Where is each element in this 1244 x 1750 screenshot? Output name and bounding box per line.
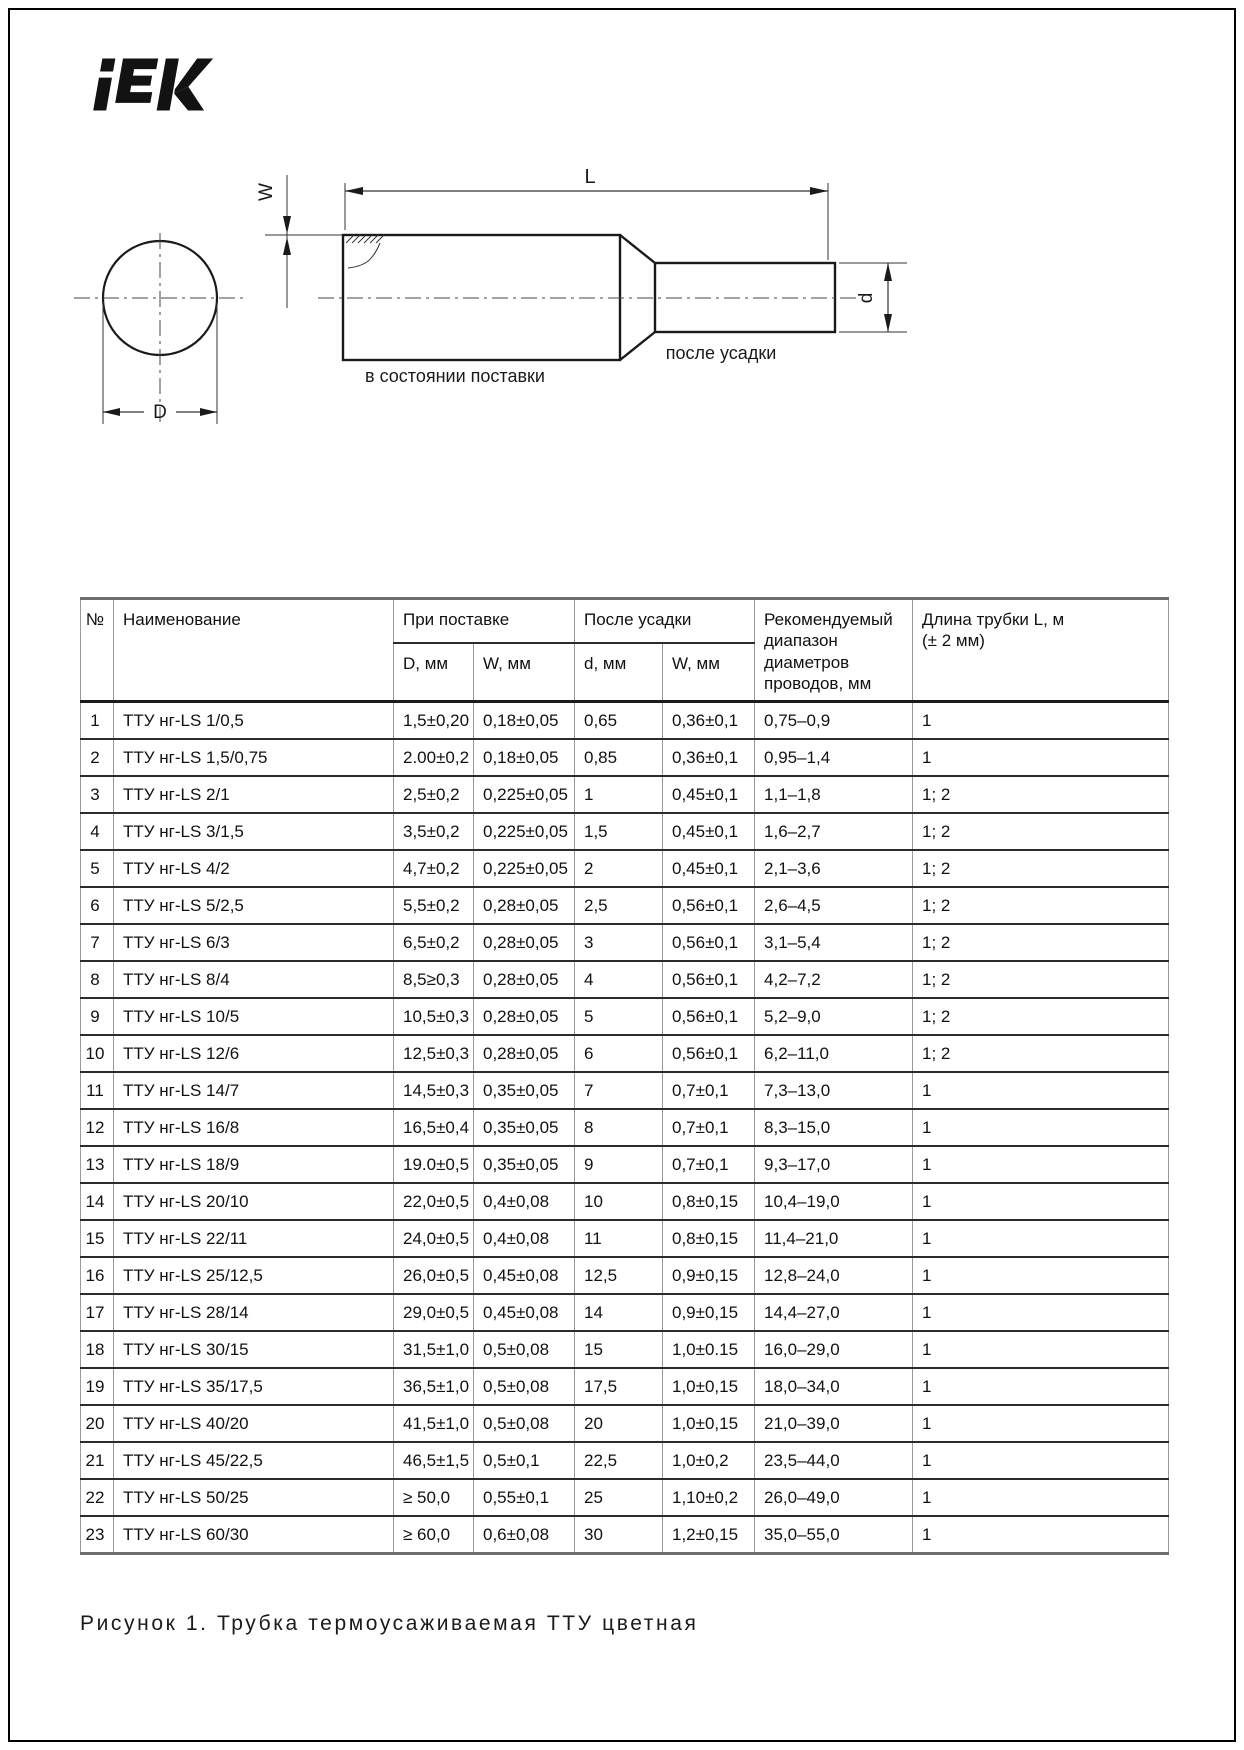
dim-label-D: D xyxy=(153,402,167,423)
cell-delivery-w: 0,55±0,1 xyxy=(474,1479,575,1516)
tube-drawing xyxy=(60,150,920,450)
cell-name: ТТУ нг-LS 60/30 xyxy=(114,1516,394,1554)
cell-delivery-d: 2.00±0,2 xyxy=(394,739,474,776)
cell-length: 1 xyxy=(913,1368,1169,1405)
cell-num: 23 xyxy=(81,1516,114,1554)
cell-range: 7,3–13,0 xyxy=(755,1072,913,1109)
cell-delivery-d: 3,5±0,2 xyxy=(394,813,474,850)
cell-delivery-w: 0,5±0,08 xyxy=(474,1331,575,1368)
cell-range: 1,1–1,8 xyxy=(755,776,913,813)
spec-table-body xyxy=(81,702,1169,1554)
cell-delivery-d: 41,5±1,0 xyxy=(394,1405,474,1442)
header-range-line1: Рекомендуемый xyxy=(764,610,893,629)
cell-num: 10 xyxy=(81,1035,114,1072)
dim-label-W: W xyxy=(256,183,277,201)
cell-delivery-w: 0,28±0,05 xyxy=(474,998,575,1035)
w-arrow-down xyxy=(283,216,291,234)
cell-length: 1; 2 xyxy=(913,924,1169,961)
cell-length: 1 xyxy=(913,1220,1169,1257)
cell-delivery-d: 5,5±0,2 xyxy=(394,887,474,924)
cell-delivery-w: 0,35±0,05 xyxy=(474,1072,575,1109)
cell-name: ТТУ нг-LS 3/1,5 xyxy=(114,813,394,850)
cell-num: 8 xyxy=(81,961,114,998)
cell-range: 12,8–24,0 xyxy=(755,1257,913,1294)
table-row xyxy=(81,1331,1169,1368)
table-row xyxy=(81,1405,1169,1442)
cell-num: 4 xyxy=(81,813,114,850)
cell-length: 1 xyxy=(913,1072,1169,1109)
cell-name: ТТУ нг-LS 10/5 xyxy=(114,998,394,1035)
cell-delivery-d: 16,5±0,4 xyxy=(394,1109,474,1146)
cell-num: 14 xyxy=(81,1183,114,1220)
cell-num: 13 xyxy=(81,1146,114,1183)
cell-range: 10,4–19,0 xyxy=(755,1183,913,1220)
cell-after-d: 2,5 xyxy=(575,887,663,924)
cell-after-w: 0,36±0,1 xyxy=(663,739,755,776)
cell-after-w: 0,56±0,1 xyxy=(663,924,755,961)
table-row xyxy=(81,1368,1169,1405)
cell-after-w: 0,8±0,15 xyxy=(663,1183,755,1220)
cell-length: 1 xyxy=(913,1183,1169,1220)
cell-delivery-d: 8,5≥0,3 xyxy=(394,961,474,998)
cell-name: ТТУ нг-LS 28/14 xyxy=(114,1294,394,1331)
cell-range: 2,1–3,6 xyxy=(755,850,913,887)
spec-table-wrap xyxy=(80,597,1169,1555)
cell-length: 1 xyxy=(913,1146,1169,1183)
cell-range: 9,3–17,0 xyxy=(755,1146,913,1183)
cell-after-w: 1,0±0,2 xyxy=(663,1442,755,1479)
cell-name: ТТУ нг-LS 18/9 xyxy=(114,1146,394,1183)
cell-after-d: 12,5 xyxy=(575,1257,663,1294)
logo-k-stem xyxy=(157,58,179,110)
table-row xyxy=(81,850,1169,887)
d-arrow-left xyxy=(103,408,120,416)
cell-delivery-w: 0,45±0,08 xyxy=(474,1257,575,1294)
cell-range: 23,5–44,0 xyxy=(755,1442,913,1479)
after-shrink-label: после усадки xyxy=(665,343,777,363)
cell-delivery-d: 2,5±0,2 xyxy=(394,776,474,813)
table-row xyxy=(81,1257,1169,1294)
table-row xyxy=(81,1516,1169,1554)
table-row xyxy=(81,998,1169,1035)
cell-delivery-w: 0,18±0,05 xyxy=(474,739,575,776)
cell-range: 21,0–39,0 xyxy=(755,1405,913,1442)
cell-after-d: 9 xyxy=(575,1146,663,1183)
header-delivery-group: При поставке xyxy=(394,599,575,644)
table-row xyxy=(81,1072,1169,1109)
cell-range: 4,2–7,2 xyxy=(755,961,913,998)
cell-delivery-d: 12,5±0,3 xyxy=(394,1035,474,1072)
table-row xyxy=(81,702,1169,740)
cell-name: ТТУ нг-LS 16/8 xyxy=(114,1109,394,1146)
cell-after-d: 5 xyxy=(575,998,663,1035)
cell-after-d: 30 xyxy=(575,1516,663,1554)
logo-k-upper-arm xyxy=(174,58,213,93)
cell-num: 16 xyxy=(81,1257,114,1294)
d-arrow-right xyxy=(200,408,217,416)
cell-after-w: 1,10±0,2 xyxy=(663,1479,755,1516)
cell-delivery-d: 31,5±1,0 xyxy=(394,1331,474,1368)
cell-length: 1 xyxy=(913,1442,1169,1479)
header-length xyxy=(913,599,1169,702)
cell-delivery-w: 0,28±0,05 xyxy=(474,961,575,998)
cell-after-w: 1,2±0,15 xyxy=(663,1516,755,1554)
cell-length: 1; 2 xyxy=(913,887,1169,924)
table-row xyxy=(81,924,1169,961)
cell-length: 1 xyxy=(913,1294,1169,1331)
cell-after-d: 7 xyxy=(575,1072,663,1109)
header-name: Наименование xyxy=(114,599,394,702)
cell-name: ТТУ нг-LS 35/17,5 xyxy=(114,1368,394,1405)
cell-after-w: 0,45±0,1 xyxy=(663,776,755,813)
cell-num: 9 xyxy=(81,998,114,1035)
cell-num: 21 xyxy=(81,1442,114,1479)
cell-delivery-w: 0,5±0,1 xyxy=(474,1442,575,1479)
table-row xyxy=(81,1109,1169,1146)
cell-delivery-w: 0,28±0,05 xyxy=(474,1035,575,1072)
cell-delivery-w: 0,5±0,08 xyxy=(474,1368,575,1405)
cell-range: 0,95–1,4 xyxy=(755,739,913,776)
cell-after-d: 6 xyxy=(575,1035,663,1072)
cell-range: 18,0–34,0 xyxy=(755,1368,913,1405)
cell-after-w: 0,7±0,1 xyxy=(663,1109,755,1146)
table-row xyxy=(81,1294,1169,1331)
cell-range: 26,0–49,0 xyxy=(755,1479,913,1516)
cell-name: ТТУ нг-LS 1,5/0,75 xyxy=(114,739,394,776)
cell-after-w: 0,56±0,1 xyxy=(663,887,755,924)
l-arrow-left xyxy=(345,187,363,195)
cell-delivery-d: ≥ 50,0 xyxy=(394,1479,474,1516)
cell-delivery-d: 24,0±0,5 xyxy=(394,1220,474,1257)
cell-after-d: 10 xyxy=(575,1183,663,1220)
dim-label-L: L xyxy=(584,166,596,188)
cell-num: 11 xyxy=(81,1072,114,1109)
cell-num: 19 xyxy=(81,1368,114,1405)
cell-delivery-w: 0,225±0,05 xyxy=(474,813,575,850)
cell-num: 7 xyxy=(81,924,114,961)
cell-after-d: 0,85 xyxy=(575,739,663,776)
cell-after-d: 2 xyxy=(575,850,663,887)
cell-after-w: 0,7±0,1 xyxy=(663,1146,755,1183)
cell-after-d: 1,5 xyxy=(575,813,663,850)
header-range-line2: диапазон диаметров xyxy=(764,631,850,672)
l-arrow-right xyxy=(810,187,828,195)
cell-after-w: 0,45±0,1 xyxy=(663,813,755,850)
taper-bottom xyxy=(620,332,655,360)
cell-after-d: 3 xyxy=(575,924,663,961)
wall-leader-curve xyxy=(348,243,380,268)
cell-after-d: 0,65 xyxy=(575,702,663,740)
cell-delivery-d: 1,5±0,20 xyxy=(394,702,474,740)
cell-after-d: 20 xyxy=(575,1405,663,1442)
cell-after-w: 0,56±0,1 xyxy=(663,961,755,998)
cell-name: ТТУ нг-LS 5/2,5 xyxy=(114,887,394,924)
cell-delivery-d: 14,5±0,3 xyxy=(394,1072,474,1109)
cell-delivery-d: 46,5±1,5 xyxy=(394,1442,474,1479)
table-row xyxy=(81,739,1169,776)
table-row xyxy=(81,1146,1169,1183)
cell-num: 2 xyxy=(81,739,114,776)
cell-after-w: 0,8±0,15 xyxy=(663,1220,755,1257)
spec-table xyxy=(80,597,1169,1555)
cell-name: ТТУ нг-LS 1/0,5 xyxy=(114,702,394,740)
cell-delivery-w: 0,35±0,05 xyxy=(474,1146,575,1183)
cell-after-w: 0,7±0,1 xyxy=(663,1072,755,1109)
small-d-arrow-up xyxy=(884,263,892,281)
cell-name: ТТУ нг-LS 8/4 xyxy=(114,961,394,998)
small-d-arrow-down xyxy=(884,314,892,332)
header-range-line3: проводов, мм xyxy=(764,673,872,693)
cell-after-d: 17,5 xyxy=(575,1368,663,1405)
cell-num: 6 xyxy=(81,887,114,924)
header-length-line1: Длина трубки L, м xyxy=(922,610,1065,629)
cell-after-w: 1,0±0.15 xyxy=(663,1331,755,1368)
cell-range: 11,4–21,0 xyxy=(755,1220,913,1257)
cell-after-d: 14 xyxy=(575,1294,663,1331)
cell-num: 1 xyxy=(81,702,114,740)
cell-name: ТТУ нг-LS 25/12,5 xyxy=(114,1257,394,1294)
cell-delivery-w: 0,18±0,05 xyxy=(474,702,575,740)
table-row xyxy=(81,776,1169,813)
cell-range: 14,4–27,0 xyxy=(755,1294,913,1331)
cell-length: 1; 2 xyxy=(913,776,1169,813)
cell-delivery-d: 6,5±0,2 xyxy=(394,924,474,961)
cell-num: 3 xyxy=(81,776,114,813)
cell-range: 6,2–11,0 xyxy=(755,1035,913,1072)
cell-range: 1,6–2,7 xyxy=(755,813,913,850)
header-delivery-d: D, мм xyxy=(394,643,474,702)
cell-range: 0,75–0,9 xyxy=(755,702,913,740)
cell-length: 1; 2 xyxy=(913,961,1169,998)
cell-range: 2,6–4,5 xyxy=(755,887,913,924)
iek-logo xyxy=(84,50,214,122)
cell-name: ТТУ нг-LS 2/1 xyxy=(114,776,394,813)
cell-delivery-d: 22,0±0,5 xyxy=(394,1183,474,1220)
cell-length: 1 xyxy=(913,739,1169,776)
cell-length: 1 xyxy=(913,1109,1169,1146)
cell-delivery-w: 0,45±0,08 xyxy=(474,1294,575,1331)
cell-name: ТТУ нг-LS 20/10 xyxy=(114,1183,394,1220)
w-arrow-up xyxy=(283,237,291,255)
cell-after-w: 0,9±0,15 xyxy=(663,1257,755,1294)
logo-e xyxy=(115,58,158,102)
cell-num: 5 xyxy=(81,850,114,887)
cell-delivery-w: 0,28±0,05 xyxy=(474,924,575,961)
cell-name: ТТУ нг-LS 4/2 xyxy=(114,850,394,887)
cell-name: ТТУ нг-LS 22/11 xyxy=(114,1220,394,1257)
table-row xyxy=(81,813,1169,850)
cell-length: 1; 2 xyxy=(913,1035,1169,1072)
cell-after-d: 25 xyxy=(575,1479,663,1516)
cell-delivery-w: 0,4±0,08 xyxy=(474,1220,575,1257)
logo-i-stem xyxy=(93,78,112,111)
cell-length: 1 xyxy=(913,1479,1169,1516)
cell-name: ТТУ нг-LS 30/15 xyxy=(114,1331,394,1368)
table-row xyxy=(81,1220,1169,1257)
header-num: № xyxy=(81,599,114,702)
cell-length: 1 xyxy=(913,1257,1169,1294)
cell-delivery-d: 4,7±0,2 xyxy=(394,850,474,887)
cell-after-d: 22,5 xyxy=(575,1442,663,1479)
cell-length: 1 xyxy=(913,1516,1169,1554)
cell-name: ТТУ нг-LS 14/7 xyxy=(114,1072,394,1109)
header-after-w: W, мм xyxy=(663,643,755,702)
taper-top xyxy=(620,235,655,263)
cell-num: 20 xyxy=(81,1405,114,1442)
cell-delivery-d: 26,0±0,5 xyxy=(394,1257,474,1294)
cell-length: 1 xyxy=(913,1331,1169,1368)
cell-range: 35,0–55,0 xyxy=(755,1516,913,1554)
logo-i-dot xyxy=(100,58,115,71)
table-row xyxy=(81,1442,1169,1479)
cell-delivery-w: 0,5±0,08 xyxy=(474,1405,575,1442)
cell-after-d: 4 xyxy=(575,961,663,998)
cell-length: 1; 2 xyxy=(913,998,1169,1035)
cell-range: 16,0–29,0 xyxy=(755,1331,913,1368)
cell-num: 15 xyxy=(81,1220,114,1257)
cell-delivery-w: 0,4±0,08 xyxy=(474,1183,575,1220)
cell-num: 22 xyxy=(81,1479,114,1516)
cell-after-w: 1,0±0,15 xyxy=(663,1405,755,1442)
cell-length: 1; 2 xyxy=(913,813,1169,850)
dim-label-d: d xyxy=(856,292,877,304)
cell-delivery-w: 0,225±0,05 xyxy=(474,776,575,813)
cell-delivery-d: 36,5±1,0 xyxy=(394,1368,474,1405)
table-row xyxy=(81,1183,1169,1220)
cell-after-d: 15 xyxy=(575,1331,663,1368)
cell-delivery-w: 0,6±0,08 xyxy=(474,1516,575,1554)
cell-range: 5,2–9,0 xyxy=(755,998,913,1035)
cell-delivery-w: 0,35±0,05 xyxy=(474,1109,575,1146)
cell-delivery-w: 0,28±0,05 xyxy=(474,887,575,924)
cell-num: 18 xyxy=(81,1331,114,1368)
cell-after-w: 0,56±0,1 xyxy=(663,1035,755,1072)
header-after-d: d, мм xyxy=(575,643,663,702)
cell-range: 3,1–5,4 xyxy=(755,924,913,961)
table-row xyxy=(81,887,1169,924)
cell-range: 8,3–15,0 xyxy=(755,1109,913,1146)
cell-name: ТТУ нг-LS 6/3 xyxy=(114,924,394,961)
table-row xyxy=(81,961,1169,998)
cell-num: 12 xyxy=(81,1109,114,1146)
cell-after-w: 0,56±0,1 xyxy=(663,998,755,1035)
cell-name: ТТУ нг-LS 12/6 xyxy=(114,1035,394,1072)
cell-delivery-d: 10,5±0,3 xyxy=(394,998,474,1035)
cell-delivery-d: 19.0±0,5 xyxy=(394,1146,474,1183)
cell-after-w: 0,9±0,15 xyxy=(663,1294,755,1331)
cell-after-d: 11 xyxy=(575,1220,663,1257)
cell-delivery-d: 29,0±0,5 xyxy=(394,1294,474,1331)
header-length-line2: (± 2 мм) xyxy=(922,631,985,651)
table-row xyxy=(81,1035,1169,1072)
cell-name: ТТУ нг-LS 40/20 xyxy=(114,1405,394,1442)
cell-length: 1; 2 xyxy=(913,850,1169,887)
header-after-group: После усадки xyxy=(575,599,755,644)
cell-after-d: 1 xyxy=(575,776,663,813)
table-row xyxy=(81,1479,1169,1516)
cell-after-d: 8 xyxy=(575,1109,663,1146)
delivery-state-label: в состоянии поставки xyxy=(365,366,545,386)
cell-length: 1 xyxy=(913,1405,1169,1442)
header-range xyxy=(755,599,913,702)
figure-caption: Рисунок 1. Трубка термоусаживаемая ТТУ цветная xyxy=(80,1612,699,1635)
cell-after-w: 1,0±0,15 xyxy=(663,1368,755,1405)
header-delivery-w: W, мм xyxy=(474,643,575,702)
cell-delivery-w: 0,225±0,05 xyxy=(474,850,575,887)
cell-length: 1 xyxy=(913,702,1169,740)
cell-name: ТТУ нг-LS 50/25 xyxy=(114,1479,394,1516)
cell-name: ТТУ нг-LS 45/22,5 xyxy=(114,1442,394,1479)
cell-num: 17 xyxy=(81,1294,114,1331)
cell-after-w: 0,45±0,1 xyxy=(663,850,755,887)
cell-delivery-d: ≥ 60,0 xyxy=(394,1516,474,1554)
cell-after-w: 0,36±0,1 xyxy=(663,702,755,740)
